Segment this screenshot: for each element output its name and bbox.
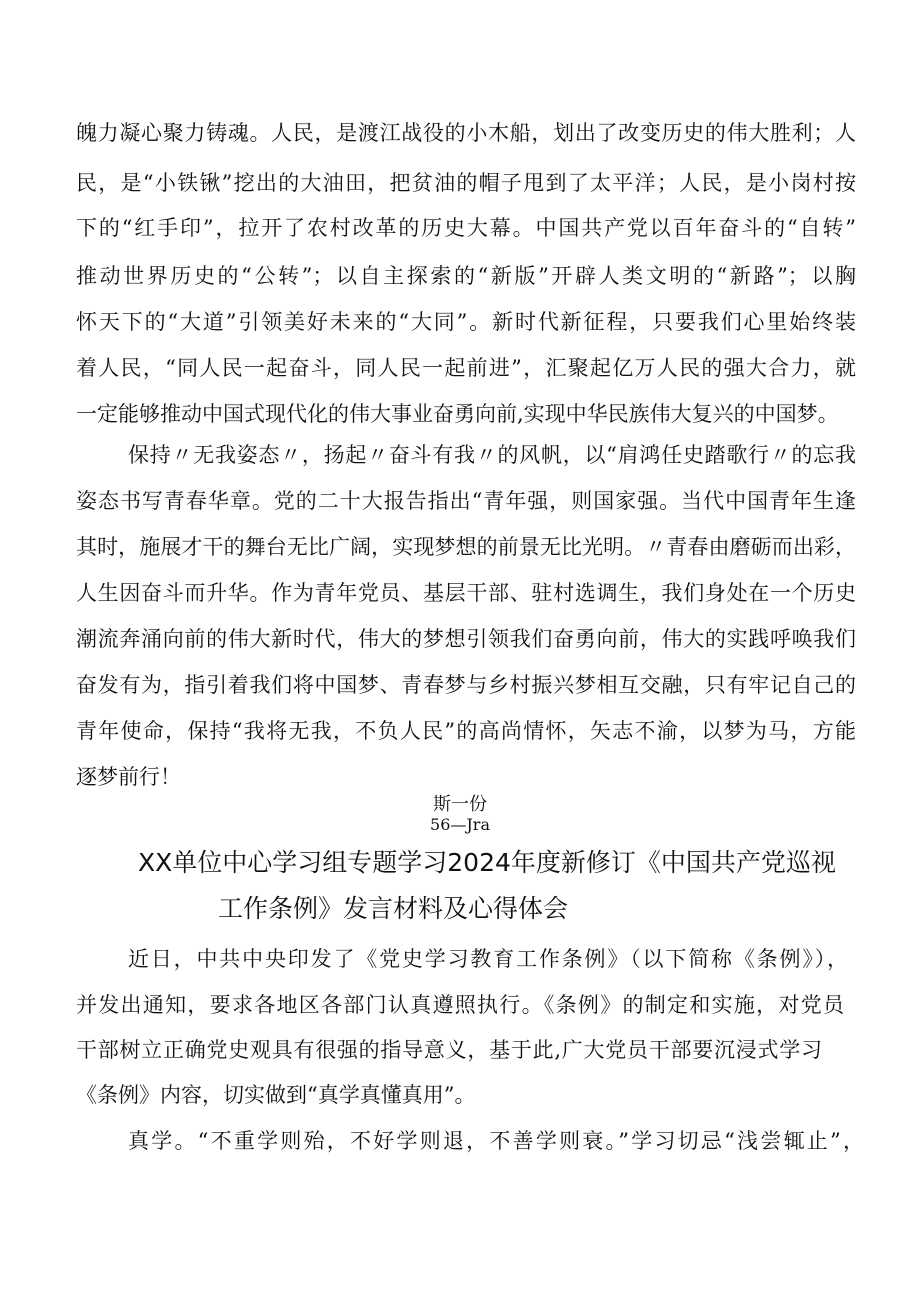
paragraph-line: 近日，中共中央印发了《党史学习教育工作条例》（以下简称《条例》）， [128,947,848,971]
paragraph-line: 民，是“小铁锹”挖出的大油田，把贫油的帽子甩到了太平洋；人民，是小岗村按 [76,171,856,195]
paragraph-line: 其时，施展才干的舞台无比广阔，实现梦想的前景无比光明。〃青春由磨砺而出彩， [76,535,856,559]
section-divider-label: 斯一份 [433,794,487,815]
paragraph-line: 保持〃无我姿态〃，扬起〃奋斗有我〃的风帆，以“肩鸿任史踏歌行〃的忘我 [128,443,856,467]
paragraph-line: 怀天下的“大道”引领美好未来的“大同”。新时代新征程，只要我们心里始终装 [76,310,856,334]
paragraph-line: 逐梦前行！ [76,765,181,789]
paragraph-line: 真学。“不重学则殆，不好学则退，不善学则衰。”学习切忌“浅尝辄止”， [128,1129,864,1153]
paragraph-line: 魄力凝心聚力铸魂。人民，是渡江战役的小木船，划出了改变历史的伟大胜利；人 [76,121,856,145]
paragraph-line: 着人民，“同人民一起奋斗，同人民一起前进”，汇聚起亿万人民的强大合力，就 [76,356,856,380]
paragraph-line: 下的“红手印”，拉开了农村改革的历史大幕。中国共产党以百年奋斗的“自转” [76,216,856,240]
paragraph-line: 一定能够推动中国式现代化的伟大事业奋勇向前,实现中华民族伟大复兴的中国梦。 [76,402,839,426]
paragraph-line: 奋发有为，指引着我们将中国梦、青春梦与乡村振兴梦相互交融，只有牢记自己的 [76,673,856,697]
paragraph-line: 人生因奋斗而升华。作为青年党员、基层干部、驻村选调生，我们身处在一个历史 [76,581,856,605]
paragraph-line: 并发出通知，要求各地区各部门认真遵照执行。《条例》的制定和实施，对党员 [76,993,844,1017]
paragraph-line: 青年使命，保持“我将无我，不负人民”的高尚情怀，矢志不渝，以梦为马，方能 [76,719,856,743]
paragraph-line: 《条例》内容，切实做到“真学真懂真用”。 [76,1083,476,1107]
paragraph-line: 干部树立正确党史观具有很强的指导意义，基于此,广大党员干部要沉浸式学习 [76,1038,822,1062]
paragraph-line: 潮流奔涌向前的伟大新时代，伟大的梦想引领我们奋勇向前，伟大的实践呼唤我们 [76,627,856,651]
section-divider-sublabel: 56—Jra [430,815,490,834]
document-title-line1: XX单位中心学习组专题学习2024年度新修订《中国共产党巡视 [138,848,836,877]
paragraph-line: 姿态书写青春华章。党的二十大报告指出“青年强，则国家强。当代中国青年生逢 [76,489,856,513]
paragraph-line: 推动世界历史的“公转”；以自主探索的“新版”开辟人类文明的“新路”；以胸 [76,264,856,288]
document-title-line2: 工作条例》发言材料及心得体会 [218,894,569,923]
